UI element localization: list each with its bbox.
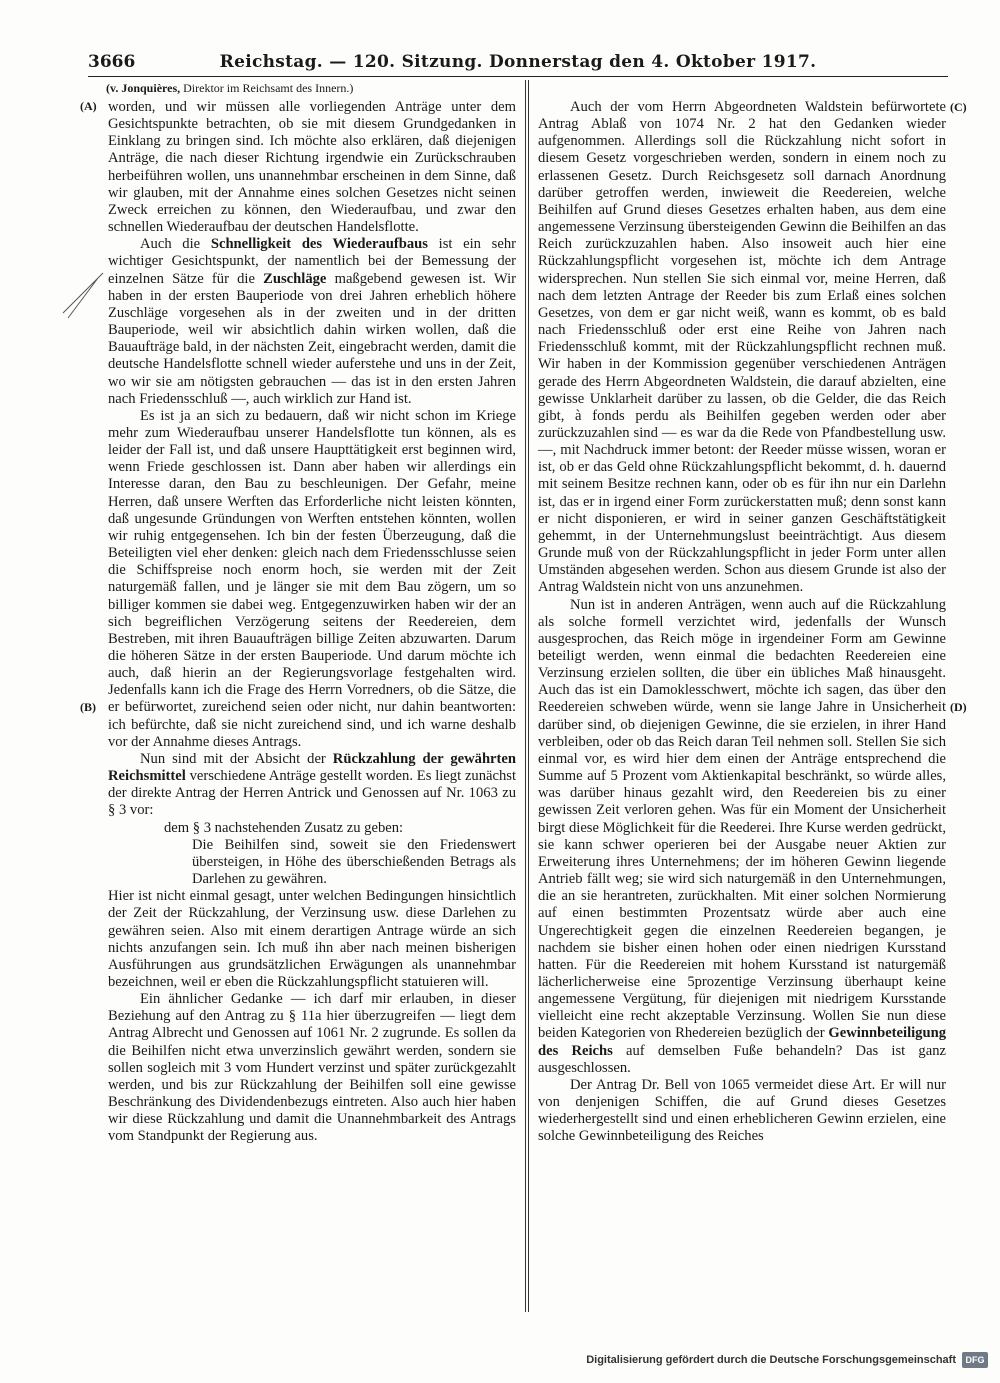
emphasis-text: Gewinnbeteiligung des Reichs — [538, 1025, 946, 1059]
paragraph — [108, 236, 516, 408]
paragraph-text: maßgebend gewesen ist. Wir haben in der ersten Bauperiode von drei Jahren erheblich höhere Zuschläge vorgesehen als in der zweiten und in der dritten Bauperiode, weil wir absichtlich dahin wirken wollen, daß die Bauaufträge bald, in der nächsten Zeit, eingebracht werden, damit die deutsche Handelsflotte schnell wieder auferstehe und uns in der Zeit, wo wir sie am nötigsten gebrauchen — das ist in den ersten Jahren nach Friedensschluß —, auch wirklich zur Hand ist. — [108, 270, 516, 407]
emphasis-text: Schnelligkeit des Wiederaufbaus — [210, 236, 428, 253]
paragraph — [164, 820, 516, 837]
pencil-mark-icon — [48, 268, 108, 328]
paragraph-text: worden, und wir müssen alle vorliegenden Anträge unter dem Gesichtspunkte betrachten, ob sie mit diesem Grundgedanken in Einklang zu bringen sind. Ich möchte also erklären, daß diejenigen Anträge, die nach dieser Richtung irgendwie ein Zurückschrauben herbeiführen wollen, uns unannehmbar erscheinen in dem Sinne, daß wir glauben, mit der Annahme eines solchen Gesetzes nicht seinen Zweck erreichen zu können, den Wiederaufbau, und zwar den schnellen Wiederaufbau der deutschen Handelsflotte. — [108, 99, 516, 236]
margin-marker-c: (C) — [950, 100, 967, 114]
running-header — [88, 50, 948, 77]
paragraph — [108, 99, 516, 236]
left-column — [108, 99, 516, 1146]
running-title: Reichstag. — 120. Sitzung. Donnerstag den 4. Oktober 1917. — [219, 52, 817, 72]
footer-text: Digitalisierung gefördert durch die Deutsche Forschungsgemeinschaft — [586, 1354, 956, 1366]
margin-marker-a: (A) — [80, 99, 97, 113]
paragraph — [108, 888, 516, 991]
paragraph-text: Der Antrag Dr. Bell von 1065 vermeidet diese Art. Er will nur von denjenigen Schiffen, die auf Grund dieses Gesetzes wiederhergestellt sind und einen erheblicheren Gewinn erzielen, eine solche Gewinnbeteiligung des Reiches — [538, 1076, 946, 1145]
dfg-logo: DFG — [962, 1352, 988, 1368]
emphasis-text: Rückzahlung der gewährten Reichsmittel — [108, 750, 516, 785]
paragraph — [538, 99, 946, 597]
paragraph — [108, 751, 516, 820]
paragraph-text: dem § 3 nachstehenden Zusatz zu geben: — [164, 819, 404, 836]
column-rule-secondary — [528, 80, 529, 1312]
speaker-role: Direktor im Reichsamt des Innern.) — [183, 81, 354, 95]
paragraph-text: Auch der vom Herrn Abgeordneten Waldstein befürwortete Antrag Ablaß von 1074 Nr. 2 hat den Gedanken wieder aufgenommen. Allerdings soll die Rückzahlung nicht sofort in diesem Gesetz vorgeschrieben werden, sondern in einem noch zu erlassenen Gesetz. Durch Reichsgesetz soll darnach Anordnung darüber getroffen werden, inwieweit die Reedereien, welche Beihilfen auf Grund dieses Gesetzes erhalten haben, aus dem eine angemessene Verzinsung übersteigenden Gewinn die Beihilfen an das Reich zurückzuzahlen haben. Also insoweit auch hier eine Rückzahlungspflicht vorgesehen ist, möchte ich dem Antrage widersprechen. Nun stellen Sie sich einmal vor, meine Herren, daß nach dem letzten Antrage der Reeder bis zum Erlaß eines solchen Gesetzes, von dem er gar nicht weiß, wann es kommt, ob es bald nach Friedensschluß oder erst eine Reihe von Jahren nach Friedensschluß kommt, mit der Rückzahlungspflicht rechnen muß. Wir haben in der Kommission gegenüber verschiedenen Anträgen gerade des Herrn Abgeordneten Waldstein, die darauf abzielten, eine gewisse Unklarheit darüber zu lassen, ob die Gelder, die das Reich gibt, à fonds perdu als Beihilfen gegeben werden oder aber zurückzuzahlen sind — es war da die Rede von Pfandbestellung usw. —, mit Nachdruck immer betont: der Reeder müsse wissen, woran er ist, ob er das Geld ohne Rückzahlungspflicht bekommt, d. h. dauernd mit seinem Besitze rechnen kann, oder ob es für ihn nur ein Darlehn ist, das er in irgend einer Form zurückerstatten muß; denn sonst kann er nicht disponieren, er wird in seiner ganzen Geschäftstätigkeit gehemmt, in der Unternehmungslust beeinträchtigt. Aus diesem Grunde muß von der Rückzahlungspflicht in jeder Form unter allen Umständen abgesehen werden. Schon aus diesem Grunde ist also der Antrag Waldstein nicht von uns anzunehmen. — [538, 99, 946, 596]
paragraph-text: Auch die — [140, 236, 211, 253]
paragraph-text: Nun ist in anderen Anträgen, wenn auch auf die Rückzahlung als solche formell verzichtet wird, jedenfalls der Wunsch ausgesprochen, das Reich möge in irgendeiner Form am Gewinne beteiligt werden, wenn einmal die bedachten Reedereien eine Verzinsung erzielen sollten, die über ein übliches Maß hinausgeht. Auch das ist ein Damoklesschwert, möchte ich sagen, das über den Reedereien schweben würde, wenn sie lange Jahre in Unsicherheit darüber sind, ob diejenigen Gewinne, die sie erzielen, in ihrer Hand verbleiben, oder ob das Reich daran Teil nehmen soll. Stellen Sie sich einmal vor, es wird hier dem einen der Anträge entsprechend die Summe auf 5 Prozent vom Aktienkapital beschränkt, so würde alles, was darüber hinaus gezahlt wird, den Reedereien bis zu einer gewissen Zeit verloren gehen. Was für ein Moment der Unsicherheit birgt diese Möglichkeit für die Reederei. Ihre Kurse werden gedrückt, sie kann schwer operieren bei der Ausgabe neuer Aktien zur Erweiterung ihres Unternehmens; der im höheren Gewinn liegende Antrieb fällt weg; sie wird sich naturgemäß in den Unternehmungen, die an sie herantreten, zurückhalten. Mit einer solchen Normierung auf einen bestimmten Prozentsatz würde aber auch eine Ungerechtigkeit gegen die einzelnen Reedereien begangen, je nachdem sie bisher einen hohen oder einen niedrigen Kursstand hatten. Für die Reedereien mit hohem Kursstand ist naturgemäß lächerlicherweise eine 5prozentige Verzinsung überhaupt keine angemessene Vergütung, für diejenigen mit niedrigem Kursstande vielleicht eine recht akzeptable Verzinsung. Wollen Sie nun diese beiden Kategorien von Rhedereien bezüglich der — [538, 596, 946, 1042]
paragraph-text: auf demselben Fuße behandeln? Das ist ganz ausgeschlossen. — [538, 1042, 946, 1076]
paragraph — [538, 1077, 946, 1146]
paragraph — [192, 837, 516, 888]
page-number: 3666 — [88, 52, 136, 72]
paragraph-text: Es ist ja an sich zu bedauern, daß wir nicht schon im Kriege mehr zum Wiederaufbau unserer Handelsflotte tun können, als es leider der Fall ist, und daß unsere Haupttätigkeit erst beginnen wird, wenn Friede geschlossen ist. Dann aber haben wir allerdings ein Interesse daran, den Bau zu beschleunigen. Der Gefahr, meine Herren, daß unsere Werften das Erforderliche nicht leisten könnten, daß ungesunde Gründungen von Werften entstehen könnten, wollen wir ruhig entgegensehen. Ich bin der festen Überzeugung, daß die Beteiligten viel eher denken: gleich nach dem Friedensschlusse seien die Schiffspreise noch enorm hoch, sie werden mit der Zeit naturgemäß fallen, und je länger sie mit dem Bau zögern, um so billiger kommen sie dabei weg. Entgegenzuwirken haben wir der an sich begreiflichen Verzögerung seitens der Reedereien, dem Bestreben, mit ihren Bauaufträgen billige Zeiten abzuwarten. Darum die höheren Sätze in der ersten Bauperiode. Und darum möchte ich auch, daß hierin an der Regierungsvorlage festgehalten wird. Jedenfalls kann ich die Frage des Herrn Vorredners, ob die Sätze, die er befürwortet, zureichend seien oder nicht, nur dahin beantworten: ich befürchte, daß sie nicht zureichend sind, und ich warne deshalb vor der Annahme dieses Antrags. — [108, 407, 516, 750]
margin-marker-b: (B) — [80, 700, 96, 714]
column-rule — [525, 80, 526, 1312]
margin-marker-d: (D) — [950, 700, 967, 714]
paragraph-text: verschiedene Anträge gestellt worden. Es liegt zunächst der direkte Antrag der Herren Antrick und Genossen auf Nr. 1063 zu § 3 vor: — [108, 768, 516, 819]
paragraph-text: Die Beihilfen sind, soweit sie den Friedenswert übersteigen, in Höhe des überschießenden Betrags als Darlehen zu gewähren. — [192, 836, 516, 888]
right-column — [538, 99, 946, 1146]
speaker-name: (v. Jonquières, — [106, 81, 181, 95]
speaker-attribution — [106, 81, 353, 96]
paragraph-text: ist ein sehr wichtiger Gesichtspunkt, der namentlich bei der Bemessung der einzelnen Sätze für die — [108, 236, 516, 287]
paragraph — [538, 597, 946, 1077]
paragraph — [108, 408, 516, 751]
paragraph-text: Hier ist nicht einmal gesagt, unter welchen Bedingungen hinsichtlich der Zeit der Rückzahlung, der Verzinsung usw. diese Darlehen zu gewähren seien. Also mit einem derartigen Antrage würde an sich nichts anzufangen sein. Ich muß ihn aber nach meinen bisherigen Ausführungen aus grundsätzlichen Erwägungen als unannehmbar bezeichnen, weil er eben die Rückzahlungspflicht statuieren will. — [108, 888, 516, 990]
footer-credit — [586, 1349, 988, 1371]
paragraph-text: Nun sind mit der Absicht der — [140, 750, 333, 767]
emphasis-text: Zuschläge — [263, 270, 327, 287]
paragraph — [108, 991, 516, 1145]
paragraph-text: Ein ähnlicher Gedanke — ich darf mir erlauben, in dieser Beziehung auf den Antrag zu § 11a hier überzugreifen — liegt dem Antrag Albrecht und Genossen auf 1061 Nr. 2 zugrunde. Es sollen da die Beihilfen nicht etwa unverzinslich gewährt werden, sondern sie sollen sogleich mit 3 vom Hundert verzinst und später zurückgezahlt werden, und bis zur Rückzahlung der Beihilfen soll eine gewisse Beschränkung des Dividendenbezugs eintreten. Also auch hier haben wir diese Rückzahlung und damit die Unannehmbarkeit des Antrags vom Standpunkt der Regierung aus. — [108, 991, 516, 1145]
